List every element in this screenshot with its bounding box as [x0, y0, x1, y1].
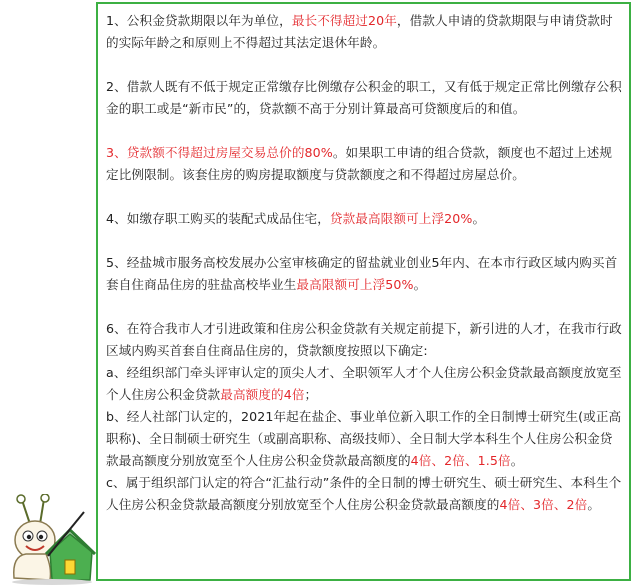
item-6c-text-end: 。: [587, 497, 601, 512]
item-4-text-end: 。: [472, 211, 486, 226]
snail-mascot-icon: [2, 494, 96, 586]
policy-item-6b: [106, 406, 623, 472]
policy-item-6c: [106, 472, 623, 516]
item-3-highlight: 3、贷款额不得超过房屋交易总价的80%: [106, 145, 333, 160]
item-2-text: 2、借款人既有不低于规定正常缴存比例缴存公积金的职工，又有低于规定正常比例缴存公积金的职工或是“新市民”的，贷款额不高于分别计算最高可贷额度后的和值。: [106, 79, 622, 116]
item-6a-highlight: 最高额度的4倍: [220, 387, 305, 402]
item-4-text: 4、如缴存职工购买的装配式成品住宅，: [106, 211, 330, 226]
item-6a-text-end: ；: [304, 387, 318, 402]
item-5-text: 5、经盐城市服务高校发展办公室审核确定的留盐就业创业5年内、在本市行政区域内购买首套自住商品住房的驻盐高校毕业生: [106, 255, 618, 292]
item-4-highlight: 贷款最高限额可上浮20%: [329, 211, 473, 226]
item-6c-text: c、属于组织部门认定的符合“汇盐行动”条件的全日制的博士研究生、硕士研究生、本科生个人住房公积金贷款最高额度分别放宽至个人住房公积金贷款最高额度的: [106, 475, 622, 512]
item-6-text: 6、在符合我市人才引进政策和住房公积金贷款有关规定前提下，新引进的人才，在我市行政区域内购买首套自住商品住房的，贷款额度按照以下确定:: [106, 321, 622, 358]
policy-item-1: [106, 10, 623, 54]
item-1-text-cont: ，借款人申请的贷款期限与申请贷款时的实际年龄之和原则上不得超过其法定退休年龄。: [106, 13, 613, 50]
item-1-highlight: 最长不得超过20年: [291, 13, 397, 28]
policy-item-6: [106, 318, 623, 362]
item-6b-highlight: 4倍、2倍、1.5倍: [410, 453, 511, 468]
item-1-text: 1、公积金贷款期限以年为单位，: [106, 13, 292, 28]
policy-panel: [96, 2, 631, 581]
policy-item-2: [106, 76, 623, 120]
item-3-text: 。如果职工申请的组合贷款，额度也不超过上述规定比例限制。该套住房的购房提取额度与贷款额度之和不得超过房屋总价。: [106, 145, 613, 182]
item-6a-text: a、经组织部门牵头评审认定的顶尖人才、全职领军人才个人住房公积金贷款最高额度放宽至个人住房公积金贷款: [106, 365, 622, 402]
item-5-text-end: 。: [413, 277, 427, 292]
item-6b-text-end: 。: [510, 453, 524, 468]
item-5-highlight: 最高限额可上浮50%: [296, 277, 414, 292]
item-6b-text: b、经人社部门认定的，2021年起在盐企、事业单位新入职工作的全日制博士研究生(或正高职称)、全日制硕士研究生（或副高职称、高级技师）、全日制大学本科生个人住房公积金贷款最高额度分别放宽至个人住房公积金贷款最高额度的: [106, 409, 622, 468]
policy-item-6a: [106, 362, 623, 406]
item-6c-highlight: 4倍、3倍、2倍: [499, 497, 588, 512]
policy-item-3: [106, 142, 623, 186]
policy-content: [106, 10, 623, 516]
policy-item-5: [106, 252, 623, 296]
policy-item-4: [106, 208, 623, 230]
